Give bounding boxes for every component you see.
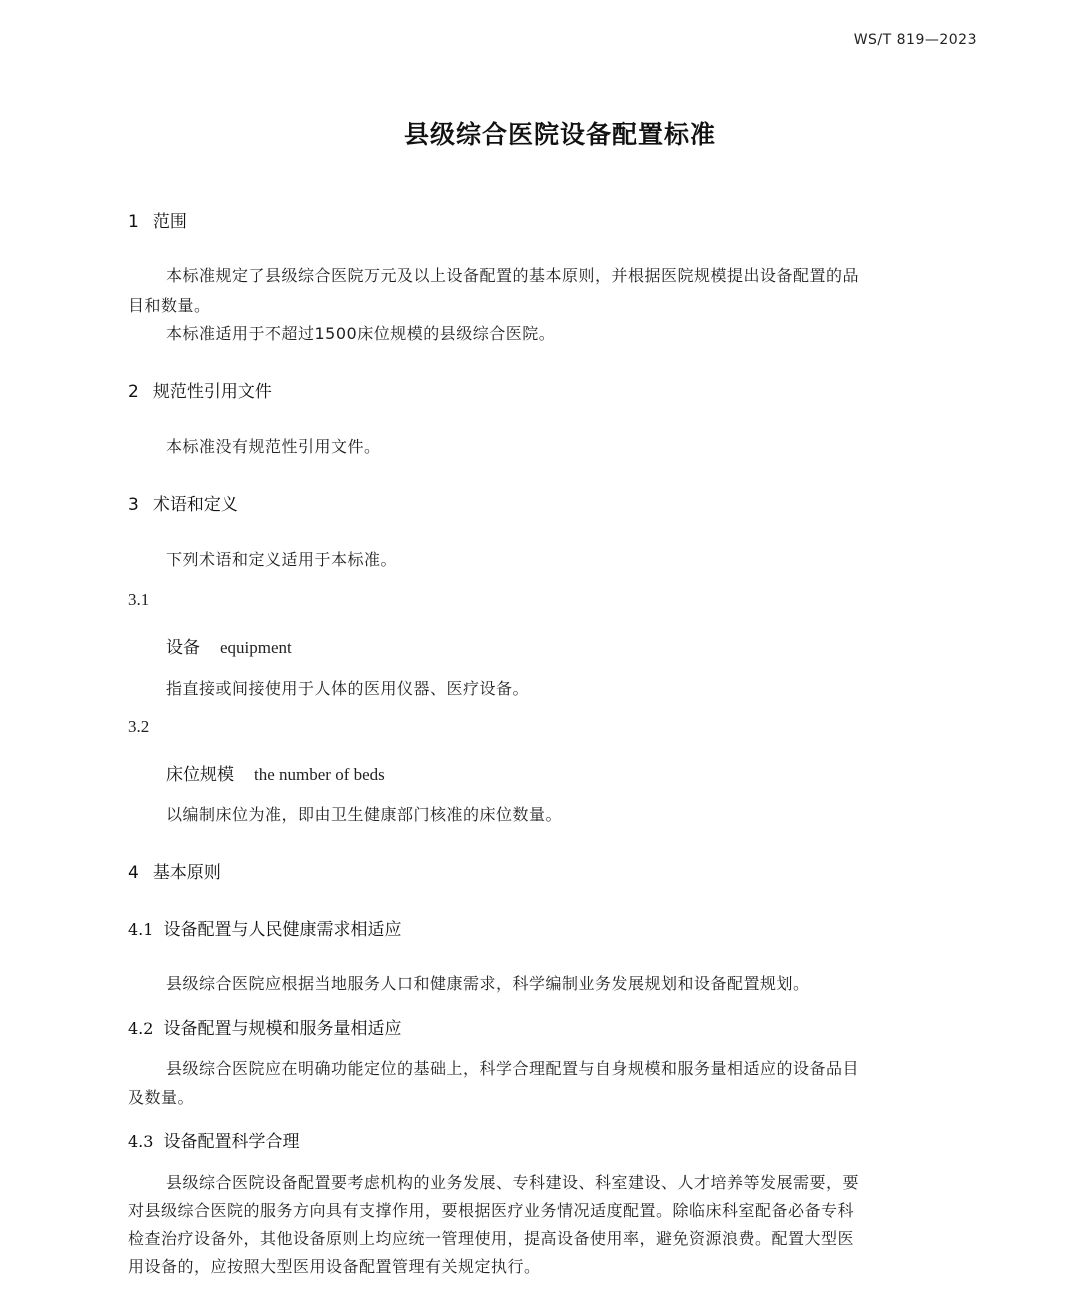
paragraph-line: 县级综合医院应根据当地服务人口和健康需求，科学编制业务发展规划和设备配置规划。	[166, 974, 810, 993]
section-3-heading	[128, 490, 238, 515]
paragraph-line: 及数量。	[128, 1088, 195, 1107]
term-definition: 以编制床位为准，即由卫生健康部门核准的床位数量。	[166, 805, 563, 824]
section-title: 基本原则	[152, 863, 221, 883]
section-number: 1	[128, 212, 139, 232]
section-4-heading	[128, 858, 221, 883]
subsection-number: 4.3	[128, 1132, 154, 1151]
subsection-4-1-heading	[128, 915, 401, 940]
section-number: 4	[128, 863, 139, 883]
paragraph-line: 县级综合医院设备配置要考虑机构的业务发展、专科建设、科室建设、人才培养等发展需要，要	[166, 1173, 860, 1192]
paragraph-line: 本标准规定了县级综合医院万元及以上设备配置的基本原则，并根据医院规模提出设备配置的品	[166, 266, 860, 285]
paragraph-line: 对县级综合医院的服务方向具有支撑作用，要根据医疗业务情况适度配置。除临床科室配备必备专科	[128, 1201, 855, 1220]
section-2-heading	[128, 377, 272, 402]
subsection-4-3-heading	[128, 1127, 299, 1152]
term-english: equipment	[220, 638, 292, 657]
section-title: 规范性引用文件	[152, 382, 272, 402]
section-number: 2	[128, 382, 139, 402]
subsection-number: 4.1	[128, 920, 154, 939]
term-entry	[166, 760, 385, 785]
subsection-4-2-heading	[128, 1014, 401, 1039]
section-title: 范围	[152, 212, 187, 232]
paragraph-line: 本标准没有规范性引用文件。	[166, 437, 381, 456]
term-number: 3.2	[128, 717, 150, 736]
paragraph-line: 下列术语和定义适用于本标准。	[166, 550, 398, 569]
term-chinese: 床位规模	[166, 765, 234, 785]
document-code: WS/T 819—2023	[853, 32, 977, 48]
paragraph-line: 用设备的，应按照大型医用设备配置管理有关规定执行。	[128, 1257, 541, 1276]
subsection-title: 设备配置科学合理	[163, 1132, 300, 1152]
subsection-title: 设备配置与人民健康需求相适应	[163, 920, 402, 940]
paragraph-line: 本标准适用于不超过1500床位规模的县级综合医院。	[166, 324, 556, 343]
term-english: the number of beds	[254, 765, 385, 784]
paragraph-line: 县级综合医院应在明确功能定位的基础上，科学合理配置与自身规模和服务量相适应的设备品目	[166, 1059, 860, 1078]
section-1-heading	[128, 207, 187, 232]
section-title: 术语和定义	[152, 495, 238, 515]
term-number: 3.1	[128, 590, 150, 609]
paragraph-line: 检查治疗设备外，其他设备原则上均应统一管理使用，提高设备使用率，避免资源浪费。配置大型医	[128, 1229, 855, 1248]
subsection-number: 4.2	[128, 1019, 154, 1038]
term-definition: 指直接或间接使用于人体的医用仪器、医疗设备。	[166, 679, 530, 698]
paragraph-line: 目和数量。	[128, 296, 211, 315]
document-title: 县级综合医院设备配置标准	[403, 120, 716, 149]
section-number: 3	[128, 495, 139, 515]
term-entry	[166, 633, 292, 658]
term-chinese: 设备	[166, 638, 200, 658]
subsection-title: 设备配置与规模和服务量相适应	[163, 1019, 402, 1039]
